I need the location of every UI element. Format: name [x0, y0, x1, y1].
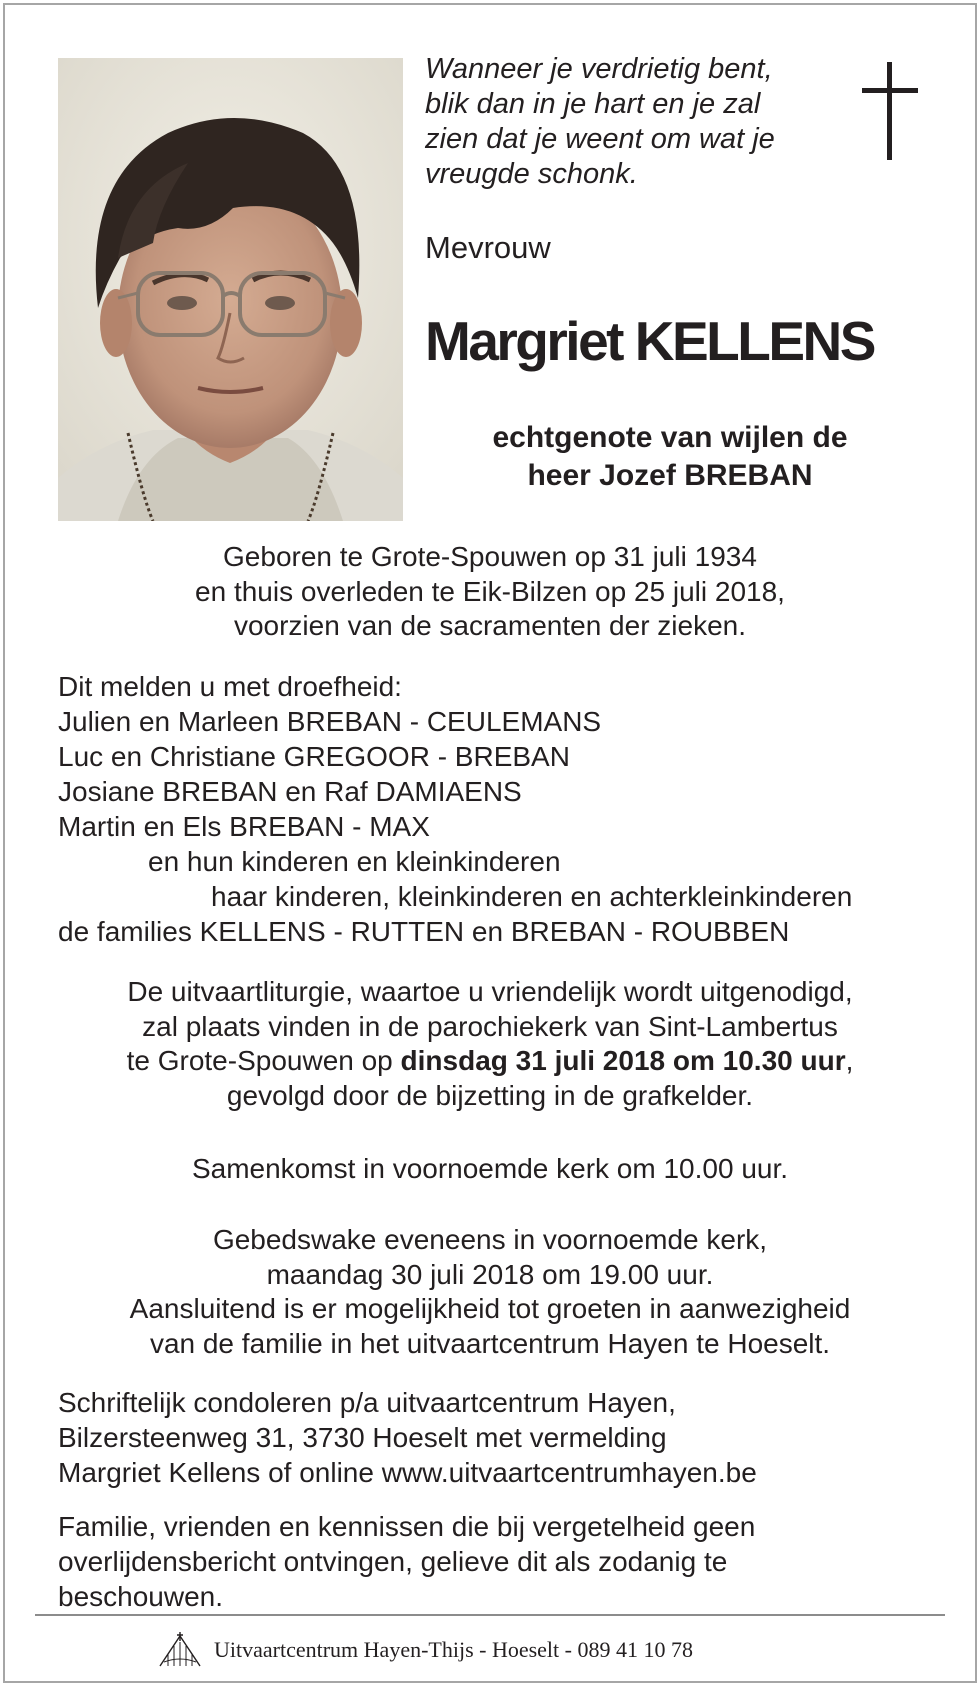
wake-line: maandag 30 juli 2018 om 19.00 uur.: [266, 1258, 714, 1290]
honorific: Mevrouw: [425, 230, 551, 265]
birth-death-line: en thuis overleden te Eik-Bilzen op 25 juli 2018,: [195, 575, 785, 607]
funeral-date-time: dinsdag 31 juli 2018 om 10.30 uur: [400, 1045, 846, 1076]
gathering-info: [30, 1152, 950, 1187]
deceased-name: Margriet KELLENS: [425, 310, 874, 372]
poem: [425, 52, 825, 192]
portrait-photo: [58, 58, 403, 521]
funeral-line: gevolgd door de bijzetting in de grafkelder.: [226, 1079, 754, 1111]
funeral-punct: ,: [845, 1045, 854, 1076]
notice-line: Familie, vrienden en kennissen die bij vergetelheid geen: [58, 1511, 756, 1542]
wake-line: Gebedswake eveneens in voornoemde kerk,: [212, 1224, 768, 1255]
notice-line: overlijdensbericht ontvingen, gelieve dit als zodanig te: [58, 1546, 728, 1577]
condolences-line: Schriftelijk condoleren p/a uitvaartcentrum Hayen,: [58, 1387, 676, 1418]
cross-icon: [862, 62, 918, 160]
mourners-grandchildren: haar kinderen, kleinkinderen en achterkleinkinderen: [211, 881, 853, 912]
poem-line: zien dat je weent om wat je: [425, 123, 775, 155]
spouse-line: echtgenote van wijlen de: [492, 421, 848, 454]
footer: [158, 1632, 693, 1668]
wake-line: van de familie in het uitvaartcentrum Hayen te Hoeselt.: [149, 1327, 831, 1359]
footer-text: Uitvaartcentrum Hayen-Thijs - Hoeselt - 089 41 10 78: [214, 1637, 693, 1662]
spouse-info: [405, 419, 935, 495]
condolences-info: [58, 1385, 958, 1490]
condolences-line: Margriet Kellens of online www.uitvaartcentrumhayen.be: [58, 1457, 757, 1488]
condolences-line: Bilzersteenweg 31, 3730 Hoeselt met vermelding: [58, 1422, 667, 1453]
church-logo-icon: [158, 1632, 202, 1668]
poem-line: blik dan in je hart en je zal: [425, 88, 761, 120]
funeral-line: zal plaats vinden in de parochiekerk van Sint-Lambertus: [142, 1010, 838, 1042]
mourners-list: [58, 669, 958, 949]
wake-info: [30, 1223, 950, 1361]
funeral-place: te Grote-Spouwen op: [126, 1045, 401, 1076]
mourner-family: Luc en Christiane GREGOOR - BREBAN: [58, 741, 570, 772]
funeral-info: [30, 975, 950, 1113]
notice-line: beschouwen.: [58, 1581, 224, 1612]
birth-death-info: [30, 540, 950, 644]
footer-divider: [35, 1614, 945, 1616]
mourners-children: en hun kinderen en kleinkinderen: [148, 846, 561, 877]
birth-death-line: voorzien van de sacramenten der zieken.: [233, 610, 747, 641]
poem-line: Wanneer je verdrietig bent,: [425, 53, 773, 85]
spouse-line: heer Jozef BREBAN: [527, 459, 813, 492]
mourner-family: Josiane BREBAN en Raf DAMIAENS: [58, 776, 522, 807]
funeral-line: De uitvaartliturgie, waartoe u vriendelijk wordt uitgenodigd,: [127, 976, 853, 1007]
wake-line: Aansluitend is er mogelijkheid tot groeten in aanwezigheid: [129, 1293, 851, 1324]
mourners-families: de families KELLENS - RUTTEN en BREBAN - ROUBBEN: [58, 916, 790, 947]
notice-info: [58, 1509, 958, 1614]
mourner-family: Julien en Marleen BREBAN - CEULEMANS: [58, 706, 602, 737]
gathering-line: Samenkomst in voornoemde kerk om 10.00 uur.: [191, 1153, 789, 1184]
funeral-line: [30, 1044, 950, 1079]
mourners-intro: Dit melden u met droefheid:: [58, 671, 402, 702]
birth-death-line: Geboren te Grote-Spouwen op 31 juli 1934: [223, 541, 757, 572]
poem-line: vreugde schonk.: [425, 158, 638, 190]
mourner-family: Martin en Els BREBAN - MAX: [58, 811, 430, 842]
